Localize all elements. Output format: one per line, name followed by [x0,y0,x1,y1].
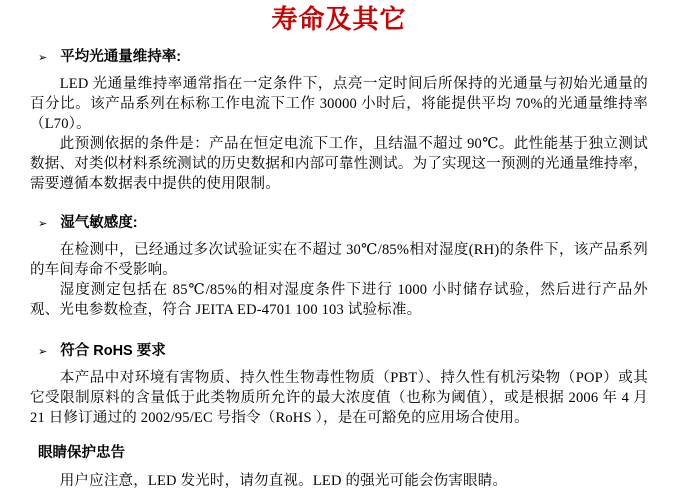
body-paragraph: 此预测依据的条件是：产品在恒定电流下工作，且结温不超过 90℃。此性能基于独立测试数据、对类似材料系统测试的历史数据和内部可靠性测试。为了实现这一预测的光通量维持率，需要遵循本数据表中提供的使用限制。 [30,136,648,192]
body-paragraph: 本产品中对环境有害物质、持久性生物毒性物质（PBT）、持久性有机污染物（POP）或其它受限制原料的含量低于此类物质所允许的最大浓度值（也称为阈值），或是根据 2006 年 4 月 21 日修订通过的 2002/95/EC 号指令（RoHS ），是在可豁免的应用场合使用。 [30,370,648,426]
body-paragraph: 湿度测定包括在 85℃/85%的相对湿度条件下进行 1000 小时储存试验，然后进行产品外观、光电参数检查，符合 JEITA ED-4701 100 103 试验标准。 [30,282,648,318]
body-paragraph: 在检测中，已经通过多次试验证实在不超过 30℃/85%相对湿度(RH)的条件下，该产品系列的车间寿命不受影响。 [30,242,648,278]
section-heading-label: 湿气敏感度: [60,215,138,231]
section-rohs-compliance [30,342,648,428]
eye-protection-notice [30,444,648,491]
section-body [30,74,648,194]
section-heading-label: 平均光通量维持率: [60,49,182,65]
body-paragraph: 用户应注意，LED 发光时，请勿直视。LED 的强光可能会伤害眼睛。 [59,473,508,489]
arrow-bullet-icon: ➢ [38,217,48,230]
arrow-bullet-icon: ➢ [38,345,48,358]
section-heading-label: 符合 RoHS 要求 [60,343,166,359]
page-title: 寿命及其它 [271,5,407,35]
body-paragraph: LED 光通量维持率通常指在一定条件下，点亮一定时间后所保持的光通量与初始光通量的百分比。该产品系列在标称工作电流下工作 30000 小时后，将能提供平均 70%的光通量维持率（L70）。 [30,76,648,132]
section-body [30,368,648,428]
section-heading-row [38,342,648,360]
section-body [30,471,648,491]
section-avg-lumen-maintenance [30,48,648,194]
section-body [30,240,648,320]
eye-notice-heading: 眼睛保护忠告 [38,445,125,461]
arrow-bullet-icon: ➢ [38,51,48,64]
section-moisture-sensitivity [30,214,648,320]
section-heading-row [38,214,648,232]
section-heading-row [38,48,648,66]
